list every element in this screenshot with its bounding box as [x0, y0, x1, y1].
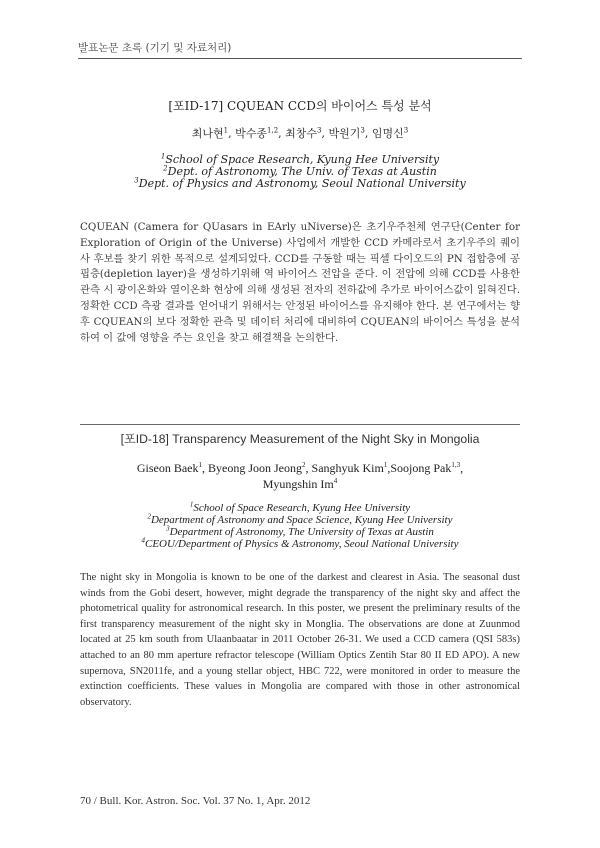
- author-sup: 1: [198, 461, 203, 469]
- author-sup: 3: [360, 126, 365, 135]
- author-name: 박원기: [328, 127, 361, 140]
- affiliation: $^2$Department of Astronomy and Space Science, Kyung Hee University: [147, 512, 453, 526]
- running-head: 발표논문 초록 (기기 및 자료처리): [78, 42, 232, 54]
- abstract-1-title: [포ID-17] CQUEAN CCD의 바이어스 특성 분석: [168, 99, 432, 113]
- author-name: 임명신: [371, 127, 404, 140]
- affiliation: $^1$School of Space Research, Kyung Hee University: [189, 500, 411, 514]
- section-divider: [80, 424, 520, 425]
- abstract-2-affiliations: [0, 502, 600, 550]
- author-name: Byeong Joon Jeong: [208, 461, 303, 475]
- author-name: Soojong Pak: [390, 461, 452, 475]
- abstract-1-body: CQUEAN (Camera for QUasars in EArly uNiverse)은 초기우주천체 연구단(Center for Exploration of Origin of the Universe) 사업에서 개발한 CCD 카메라로서 초기우주의 퀘이사 후보를 찾기 위한 목적으로 설계되었다. CCD를 구동할 때는 픽셀 다이오드의 PN 접합층에 공핍층(depletion layer)을 생성하기위해 역 바이어스 전압을 준다. 이 전압에 의해 CCD를 사용한 관측 시 광이온화와 열이온화 현상에 의해 생성된 전자의 전하값에 추가로 바이어스값이 읽혀진다. 정확한 CCD 측광 결과를 얻어내기 위해서는 안정된 바이어스를 유지해야 한다. 본 연구에서는 향후 CQUEAN의 보다 정확한 관측 및 데이터 처리에 대비하여 CQUEAN의 바이어스 특성을 분석하여 이 값에 영향을 주는 요인을 찾고 해결책을 논의한다.: [80, 221, 520, 344]
- abstract-2-body: The night sky in Mongolia is known to be one of the darkest and clearest in Asia. The seasonal dust winds from the Gobi desert, however, might degrade the transparency of the night sky and affect the photometrical quality for astronomical research. In this poster, we present the preliminary results of the first transparency measurement of the night sky in Monglia. The observations are done at Zuunmod located at 25 km south from Ulaanbaatar in 2011 October 26-31. We used a CCD camera (QSI 583s) attached to an 80 mm aperture refractor telescope (William Optics Zentih Star 80 II ED APO). A new supernova, SN2011fe, and a young stellar object, HBC 722, were monitored in order to measure the extinction coefficients. These values in Mongolia are compared with those in other astronomical observatory.: [80, 572, 520, 708]
- abstract-1-affiliations: [0, 154, 600, 190]
- author-sup: 2: [302, 461, 306, 469]
- affiliation: $^3$Dept. of Physics and Astronomy, Seoul National University: [134, 176, 466, 190]
- page-footer: 70 / Bull. Kor. Astron. Soc. Vol. 37 No. 1, Apr. 2012: [80, 795, 311, 807]
- abstract-2-authors: Giseon Baek$^1$, Byeong Joon Jeong$^2$, Sanghyuk Kim$^1$,Soojong Pak$^{1,3}$, Myungshin Im$^4$: [136, 461, 464, 491]
- author-sup: 1,3: [451, 461, 461, 469]
- author-name: 박수종: [235, 127, 268, 140]
- author-sup: 1: [383, 461, 388, 469]
- author-name: Giseon Baek: [136, 461, 199, 475]
- author-sup: 4: [333, 477, 338, 485]
- author-sup: 1,2: [267, 126, 279, 135]
- author-sup: 3: [403, 126, 409, 135]
- author-name: 최창수: [285, 127, 318, 140]
- abstract-2-title: [포ID-18] Transparency Measurement of the Night Sky in Mongolia: [120, 432, 480, 446]
- affiliation: $^3$Department of Astronomy, The University of Texas at Austin: [166, 524, 434, 538]
- affiliation: $^4$CEOU/Department of Physics & Astronomy, Seoul National University: [141, 536, 459, 550]
- header-rule: [78, 58, 522, 59]
- abstract-1-authors: 최나현$^1$, 박수종$^{1,2}$, 최창수$^3$, 박원기$^3$, 임명신$^3$: [191, 126, 409, 140]
- affiliation: $^1$School of Space Research, Kyung Hee University: [160, 152, 440, 166]
- author-name: 최나현: [191, 127, 224, 140]
- affiliation: $^2$Dept. of Astronomy, The Univ. of Texas at Austin: [163, 164, 437, 178]
- author-sup: 3: [317, 126, 322, 135]
- author-name: Myungshin Im: [262, 477, 334, 491]
- author-sup: 1: [223, 126, 229, 135]
- author-name: Sanghyuk Kim: [311, 461, 384, 475]
